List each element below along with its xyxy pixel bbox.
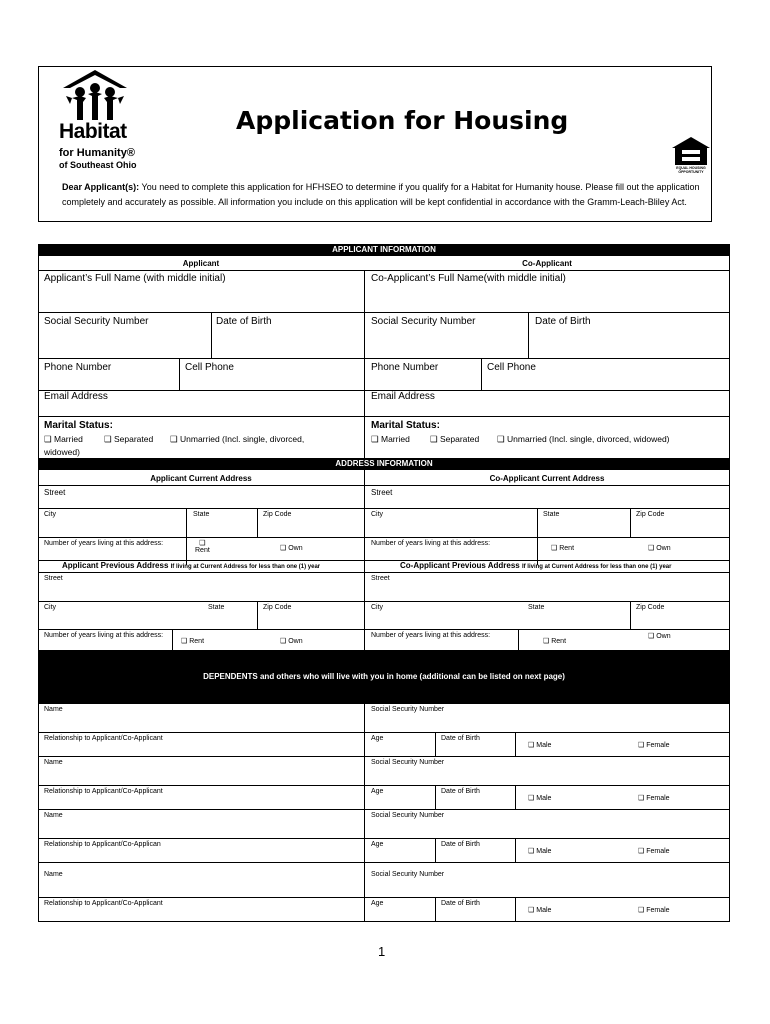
dependent-2-ssn-field[interactable]: Social Security Number (371, 759, 445, 766)
applicant-full-name-field[interactable]: Applicant’s Full Name (with middle initial) (44, 273, 226, 284)
page-title: Application for Housing (236, 106, 569, 135)
intro-paragraph (62, 180, 712, 210)
coapplicant-prev-state-field[interactable]: State (528, 604, 545, 611)
checkbox-icon[interactable]: ❑ (648, 633, 655, 640)
checkbox-icon[interactable]: ❑ (528, 848, 535, 855)
coapplicant-prev-own-checkbox[interactable]: ❑ Own (648, 633, 671, 640)
dependent-3-age-field[interactable]: Age (371, 841, 384, 848)
applicant-phone-field[interactable]: Phone Number (44, 362, 112, 373)
coapplicant-rent-checkbox[interactable]: ❑ Rent (551, 545, 575, 552)
applicant-prev-zip-field[interactable]: Zip Code (263, 604, 292, 611)
applicant-previous-heading: Applicant Previous Address If living at Current Address for less than one (1) year (62, 561, 321, 570)
checkbox-icon[interactable]: ❑ (280, 545, 287, 552)
applicant-prev-city-field[interactable]: City (44, 604, 57, 611)
checkbox-icon[interactable]: ❑ (638, 795, 645, 802)
checkbox-icon[interactable]: ❑ (199, 540, 206, 547)
applicant-own-checkbox[interactable]: ❑ Own (280, 545, 303, 552)
applicant-rent-checkbox[interactable]: ❑ Rent (195, 540, 210, 554)
dependent-1-dob-field[interactable]: Date of Birth (441, 735, 480, 742)
applicant-email-field[interactable]: Email Address (44, 391, 108, 402)
habitat-logo-icon (60, 68, 130, 122)
checkbox-icon[interactable]: ❑ (551, 545, 558, 552)
dependent-1-ssn-field[interactable]: Social Security Number (371, 706, 445, 713)
coapplicant-city-field[interactable]: City (371, 511, 384, 518)
dependent-2-male-checkbox[interactable]: ❑ Male (528, 795, 552, 802)
dependent-4-age-field[interactable]: Age (371, 900, 384, 907)
dependent-3-relationship-field[interactable]: Relationship to Applicant/Co-Applican (44, 841, 161, 848)
dependent-1-name-field[interactable]: Name (44, 706, 63, 713)
checkbox-icon[interactable]: ❑ (371, 434, 379, 444)
dependent-3-dob-field[interactable]: Date of Birth (441, 841, 480, 848)
coapplicant-separated-checkbox[interactable]: ❑ Separated (430, 434, 480, 444)
dependent-4-relationship-field[interactable]: Relationship to Applicant/Co-Applicant (44, 900, 163, 907)
dependent-4-dob-field[interactable]: Date of Birth (441, 900, 480, 907)
dependent-4-name-field[interactable]: Name (44, 871, 63, 878)
dependent-1-male-checkbox[interactable]: ❑ Male (528, 742, 552, 749)
checkbox-icon[interactable]: ❑ (181, 638, 188, 645)
application-form (38, 244, 730, 924)
address-info-header: ADDRESS INFORMATION (38, 458, 730, 470)
dependent-4-male-checkbox[interactable]: ❑ Male (528, 907, 552, 914)
dependent-2-name-field[interactable]: Name (44, 759, 63, 766)
checkbox-icon[interactable]: ❑ (528, 795, 535, 802)
checkbox-icon[interactable]: ❑ (638, 742, 645, 749)
dependents-header: DEPENDENTS and others who will live with you in home (additional can be listed on next page) (38, 650, 730, 704)
logo-text-habitat: Habitat (59, 120, 127, 143)
dependent-1-female-checkbox[interactable]: ❑ Female (638, 742, 670, 749)
coapplicant-years-field[interactable]: Number of years living at this address: (371, 540, 491, 547)
coapplicant-prev-rent-checkbox[interactable]: ❑ Rent (543, 638, 567, 645)
applicant-cell-field[interactable]: Cell Phone (185, 362, 234, 373)
applicant-ssn-field[interactable]: Social Security Number (44, 316, 149, 327)
applicant-current-heading: Applicant Current Address (150, 474, 252, 483)
intro-bold: Dear Applicant(s): (62, 182, 140, 192)
dependent-4-ssn-field[interactable]: Social Security Number (371, 871, 445, 878)
coapplicant-current-heading: Co-Applicant Current Address (489, 474, 605, 483)
dependent-3-ssn-field[interactable]: Social Security Number (371, 812, 445, 819)
dependent-3-name-field[interactable]: Name (44, 812, 63, 819)
checkbox-icon[interactable]: ❑ (170, 434, 178, 444)
coapplicant-full-name-field[interactable]: Co-Applicant’s Full Name(with middle initial) (371, 273, 566, 284)
applicant-city-field[interactable]: City (44, 511, 57, 518)
applicant-unmarried-checkbox[interactable]: ❑ Unmarried (Incl. single, divorced, (170, 434, 305, 444)
coapplicant-ssn-field[interactable]: Social Security Number (371, 316, 476, 327)
intro-text: You need to complete this application for HFHSEO to determine if you qualify for a Habitat for Humanity house. Please fill out the application completely and accurately as possible. All information you include on this application will be kept confidential in accordance with the Gramm-Leach-Bliley Act. (62, 182, 700, 207)
applicant-state-field[interactable]: State (193, 511, 210, 518)
applicant-zip-field[interactable]: Zip Code (263, 511, 292, 518)
checkbox-icon[interactable]: ❑ (280, 638, 287, 645)
applicant-heading: Applicant (182, 259, 220, 268)
checkbox-icon[interactable]: ❑ (638, 848, 645, 855)
dependent-3-male-checkbox[interactable]: ❑ Male (528, 848, 552, 855)
coapplicant-prev-zip-field[interactable]: Zip Code (636, 604, 665, 611)
applicant-separated-checkbox[interactable]: ❑ Separated (104, 434, 154, 444)
coapplicant-dob-field[interactable]: Date of Birth (535, 316, 591, 327)
checkbox-icon[interactable]: ❑ (104, 434, 112, 444)
applicant-prev-street-field[interactable]: Street (44, 575, 63, 582)
checkbox-icon[interactable]: ❑ (648, 545, 655, 552)
applicant-prev-state-field[interactable]: State (208, 604, 225, 611)
checkbox-icon[interactable]: ❑ (497, 434, 505, 444)
coapplicant-zip-field[interactable]: Zip Code (636, 511, 665, 518)
dependent-2-age-field[interactable]: Age (371, 788, 384, 795)
page-number: 1 (378, 944, 386, 959)
coapplicant-unmarried-checkbox[interactable]: ❑ Unmarried (Incl. single, divorced, widowed) (497, 434, 670, 444)
dependent-2-female-checkbox[interactable]: ❑ Female (638, 795, 670, 802)
coapplicant-phone-field[interactable]: Phone Number (371, 362, 439, 373)
checkbox-icon[interactable]: ❑ (638, 907, 645, 914)
dependent-2-dob-field[interactable]: Date of Birth (441, 788, 480, 795)
coapplicant-married-checkbox[interactable]: ❑ Married (371, 434, 410, 444)
dependent-1-age-field[interactable]: Age (371, 735, 384, 742)
coapplicant-prev-years-field[interactable]: Number of years living at this address: (371, 632, 491, 639)
coapplicant-previous-heading: Co-Applicant Previous Address If living at Current Address for less than one (1) year (400, 561, 672, 570)
coapplicant-email-field[interactable]: Email Address (371, 391, 435, 402)
applicant-street-field[interactable]: Street (44, 488, 66, 497)
dependent-3-female-checkbox[interactable]: ❑ Female (638, 848, 670, 855)
applicant-info-header: APPLICANT INFORMATION (38, 244, 730, 256)
coapplicant-state-field[interactable]: State (543, 511, 560, 518)
checkbox-icon[interactable]: ❑ (44, 434, 52, 444)
logo-text-for-humanity: for Humanity® (59, 147, 135, 159)
checkbox-icon[interactable]: ❑ (543, 638, 550, 645)
coapplicant-marital-label: Marital Status: (371, 420, 440, 431)
dependent-2-relationship-field[interactable]: Relationship to Applicant/Co-Applicant (44, 788, 163, 795)
dependent-1-relationship-field[interactable]: Relationship to Applicant/Co-Applicant (44, 735, 163, 742)
dependent-4-female-checkbox[interactable]: ❑ Female (638, 907, 670, 914)
applicant-dob-field[interactable]: Date of Birth (216, 316, 272, 327)
applicant-prev-years-field[interactable]: Number of years living at this address: (44, 632, 164, 639)
checkbox-icon[interactable]: ❑ (430, 434, 438, 444)
coapplicant-prev-city-field[interactable]: City (371, 604, 384, 611)
applicant-prev-own-checkbox[interactable]: ❑ Own (280, 638, 303, 645)
logo-text-southeast-ohio: of Southeast Ohio (59, 160, 137, 170)
coapplicant-heading: Co-Applicant (522, 259, 572, 268)
checkbox-icon[interactable]: ❑ (528, 742, 535, 749)
coapplicant-own-checkbox[interactable]: ❑ Own (648, 545, 671, 552)
coapplicant-street-field[interactable]: Street (371, 488, 393, 497)
applicant-married-checkbox[interactable]: ❑ Married (44, 434, 83, 444)
applicant-prev-rent-checkbox[interactable]: ❑ Rent (181, 638, 205, 645)
applicant-years-field[interactable]: Number of years living at this address: (44, 540, 164, 547)
applicant-marital-label: Marital Status: (44, 420, 113, 431)
equal-housing-icon (671, 136, 711, 166)
checkbox-icon[interactable]: ❑ (528, 907, 535, 914)
applicant-widowed-text: widowed) (44, 447, 80, 457)
coapplicant-prev-street-field[interactable]: Street (371, 575, 390, 582)
equal-housing-text: EQUAL HOUSING OPPORTUNITY (676, 166, 706, 174)
coapplicant-cell-field[interactable]: Cell Phone (487, 362, 536, 373)
